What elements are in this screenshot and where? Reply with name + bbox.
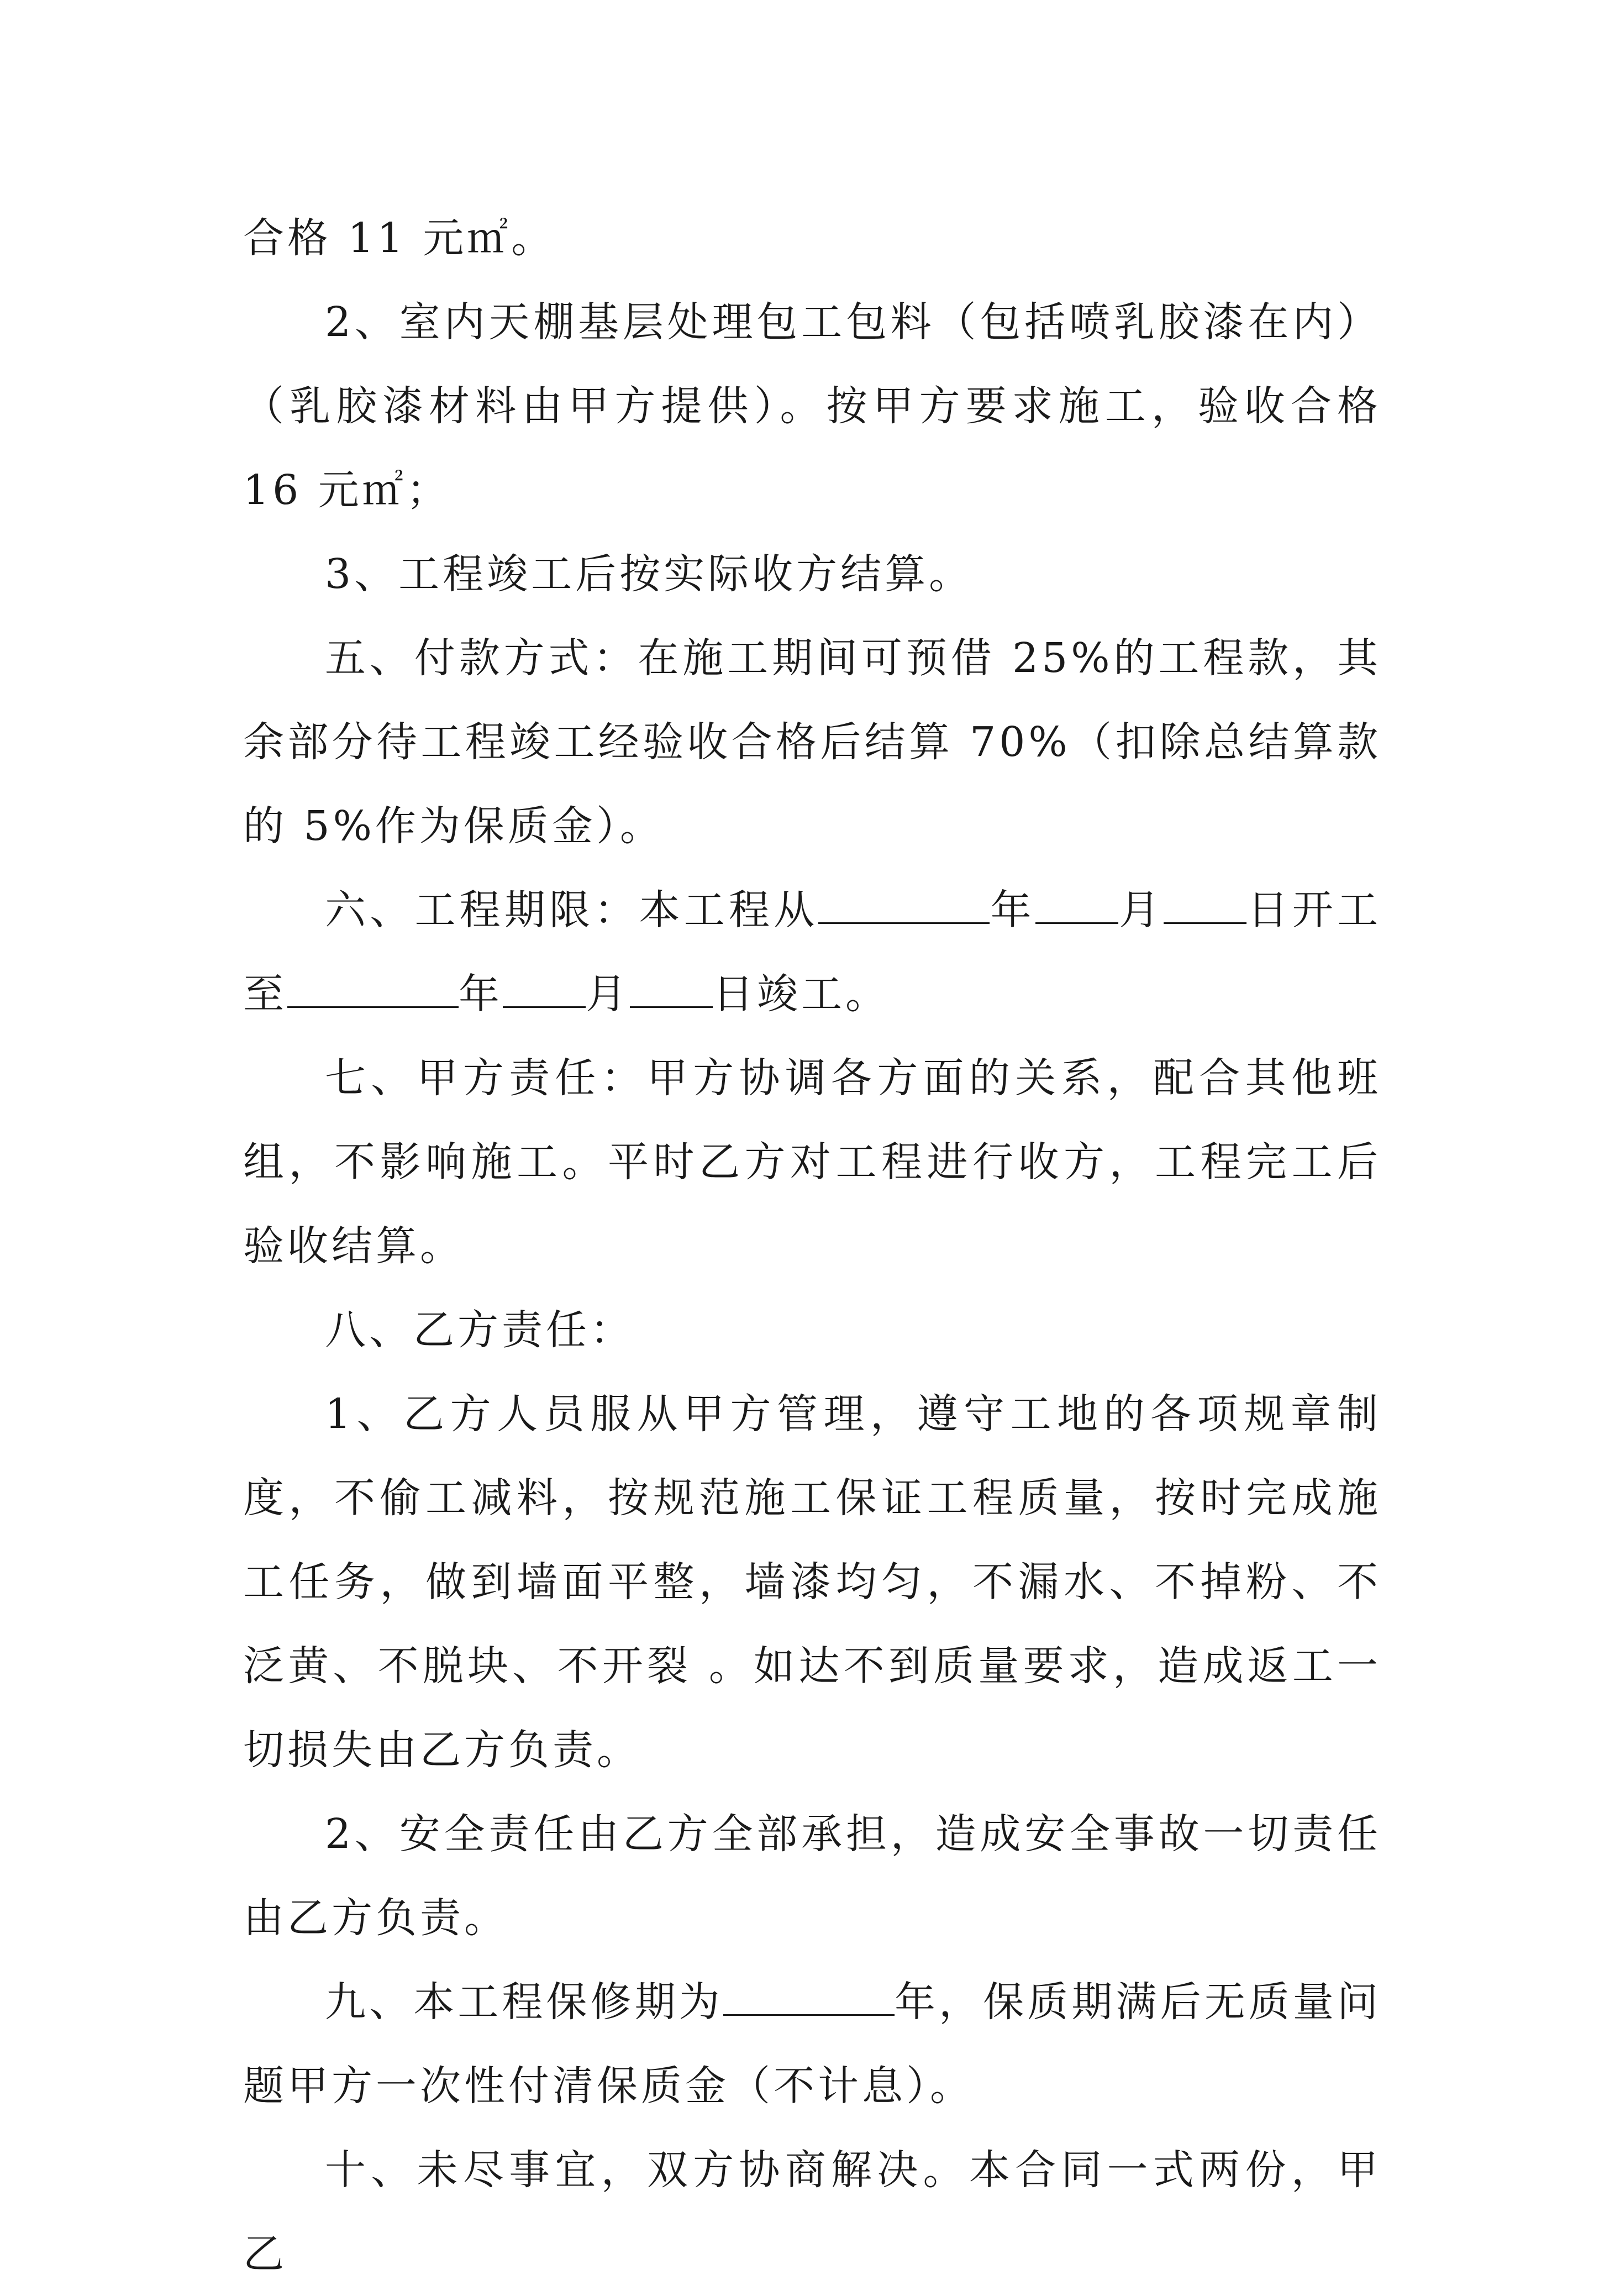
- paragraph-party-b-heading: 八、乙方责任：: [325, 1306, 634, 1354]
- period-text-year: 年: [990, 886, 1035, 934]
- end-month-blank[interactable]: [503, 972, 586, 1008]
- end-year-blank[interactable]: [287, 972, 459, 1008]
- period-text-to: 日开工至: [243, 886, 1382, 1018]
- period-text-end-year: 年: [459, 970, 503, 1018]
- paragraph-party-a-duties: 七、甲方责任：甲方协调各方面的关系，配合其他班组，不影响施工。平时乙方对工程进行收方，工程完工后验收结算。: [243, 1054, 1381, 1270]
- paragraph-item-3-settlement: 3、工程竣工后按实际收方结算。: [325, 550, 974, 598]
- paragraph-party-b-item-2: 2、安全责任由乙方全部承担，造成安全事故一切责任由乙方负责。: [243, 1810, 1381, 1942]
- warranty-years-blank[interactable]: [723, 1980, 895, 2016]
- paragraph-item-2-ceiling: 2、室内天棚基层处理包工包料（包括喷乳胶漆在内）（乳胶漆材料由甲方提供）。按甲方要求施工，验收合格 16 元㎡；: [243, 298, 1381, 514]
- period-text-start: 六、工程期限：本工程从: [325, 886, 819, 934]
- warranty-text-end: 年，保质期满后无质量问题甲方一次性付清保质金（不计息）。: [243, 1978, 1382, 2110]
- period-text-end: 日竣工。: [713, 970, 890, 1018]
- period-text-month: 月: [1118, 886, 1164, 934]
- start-month-blank[interactable]: [1035, 888, 1118, 924]
- paragraph-work-period: [243, 868, 1381, 1036]
- paragraph-miscellaneous: 十、未尽事宜，双方协商解决。本合同一式两份，甲乙: [243, 2146, 1381, 2278]
- period-text-end-month: 月: [586, 970, 630, 1018]
- paragraph-warranty: [243, 1960, 1381, 2128]
- paragraph-party-b-item-1: 1、乙方人员服从甲方管理，遵守工地的各项规章制度，不偷工减料，按规范施工保证工程质量，按时完成施工任务，做到墙面平整，墙漆均匀，不漏水、不掉粉、不泛黄、不脱块、不开裂 。如达不到质量要求，造成返工一切损失由乙方负责。: [243, 1390, 1381, 1774]
- warranty-text-start: 九、本工程保修期为: [325, 1978, 723, 2026]
- paragraph-payment-method: 五、付款方式：在施工期间可预借 25%的工程款，其余部分待工程竣工经验收合格后结算 70%（扣除总结算款的 5%作为保质金）。: [243, 634, 1381, 850]
- start-year-blank[interactable]: [818, 888, 990, 924]
- paragraph-ceiling-price-tail: 合格 11 元㎡。: [243, 214, 556, 262]
- end-day-blank[interactable]: [630, 972, 713, 1008]
- contract-text: [243, 196, 1381, 2296]
- start-day-blank[interactable]: [1164, 888, 1246, 924]
